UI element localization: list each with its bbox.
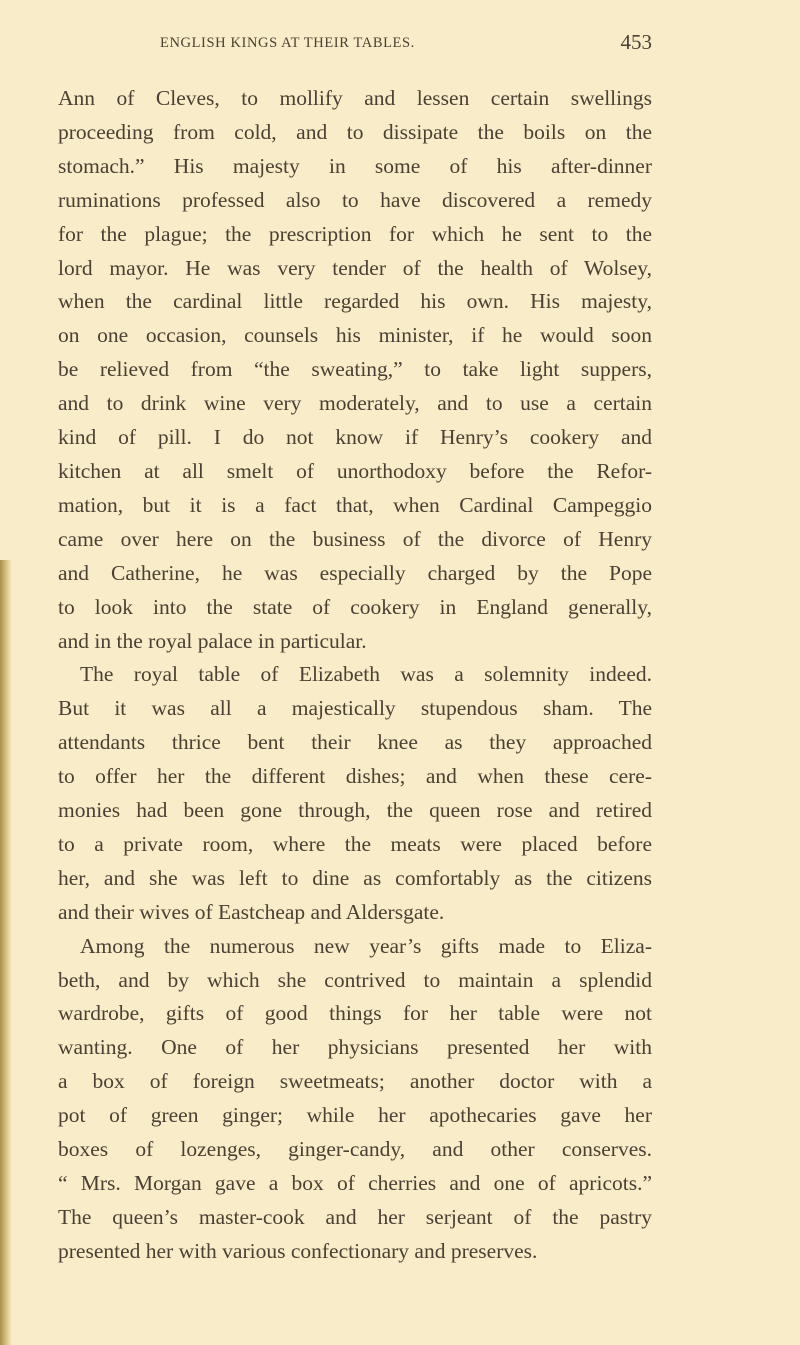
page-number: 453 bbox=[620, 30, 652, 54]
text-line: monies had been gone through, the queen rose and retired bbox=[58, 798, 652, 823]
text-line: be relieved from “the sweating,” to take light suppers, bbox=[58, 357, 652, 382]
text-line: lord mayor. He was very tender of the health of Wolsey, bbox=[58, 255, 652, 280]
text-line: wardrobe, gifts of good things for her table were not bbox=[58, 1001, 652, 1026]
page-header bbox=[160, 30, 652, 54]
text-line: Among the numerous new year’s gifts made to Eliza- bbox=[80, 933, 652, 958]
text-line: and to drink wine very moderately, and to use a certain bbox=[58, 391, 652, 416]
text-line: beth, and by which she contrived to maintain a splendid bbox=[58, 967, 652, 992]
text-line: “ Mrs. Morgan gave a box of cherries and one of apricots.” bbox=[58, 1171, 652, 1195]
text-line: and Catherine, he was especially charged by the Pope bbox=[58, 560, 652, 585]
text-line: a box of foreign sweetmeats; another doctor with a bbox=[58, 1069, 652, 1094]
text-line: kitchen at all smelt of unorthodoxy before the Refor- bbox=[58, 458, 652, 483]
text-line: to look into the state of cookery in England generally, bbox=[58, 594, 652, 619]
text-line: pot of green ginger; while her apothecaries gave her bbox=[58, 1103, 652, 1128]
text-line: But it was all a majestically stupendous sham. The bbox=[58, 696, 652, 721]
text-line: Ann of Cleves, to mollify and lessen certain swellings bbox=[58, 86, 652, 110]
text-line: on one occasion, counsels his minister, if he would soon bbox=[58, 323, 652, 348]
running-head: ENGLISH KINGS AT THEIR TABLES. bbox=[160, 35, 415, 51]
text-line: presented her with various confectionary and preserves. bbox=[58, 1238, 538, 1263]
text-line: her, and she was left to dine as comfortably as the citizens bbox=[58, 865, 652, 890]
paragraph bbox=[58, 658, 652, 929]
text-line: stomach.” His majesty in some of his after-dinner bbox=[58, 153, 652, 178]
text-line: and in the royal palace in particular. bbox=[58, 628, 367, 653]
text-line: and their wives of Eastcheap and Aldersgate. bbox=[58, 899, 445, 924]
text-line: to offer her the different dishes; and when these cere- bbox=[58, 764, 652, 789]
text-line: boxes of lozenges, ginger-candy, and other conserves. bbox=[58, 1137, 652, 1162]
text-line: attendants thrice bent their knee as they approached bbox=[58, 730, 652, 755]
text-line: mation, but it is a fact that, when Cardinal Campeggio bbox=[58, 492, 652, 517]
book-binding-edge bbox=[0, 560, 12, 1345]
text-line: ruminations professed also to have discovered a remedy bbox=[58, 187, 652, 212]
paragraph bbox=[58, 930, 652, 1269]
text-line: to a private room, where the meats were placed before bbox=[58, 831, 652, 856]
text-line: when the cardinal little regarded his own. His majesty, bbox=[58, 289, 652, 314]
text-line: for the plague; the prescription for which he sent to the bbox=[58, 221, 652, 246]
paragraph bbox=[58, 82, 652, 658]
text-line: wanting. One of her physicians presented her with bbox=[58, 1035, 652, 1060]
text-line: The royal table of Elizabeth was a solemnity indeed. bbox=[80, 662, 652, 687]
body-text bbox=[58, 82, 652, 1269]
text-line: kind of pill. I do not know if Henry’s cookery and bbox=[58, 425, 652, 450]
text-line: came over here on the business of the divorce of Henry bbox=[58, 526, 652, 551]
text-line: The queen’s master-cook and her serjeant of the pastry bbox=[58, 1204, 652, 1229]
text-line: proceeding from cold, and to dissipate the boils on the bbox=[58, 119, 652, 144]
